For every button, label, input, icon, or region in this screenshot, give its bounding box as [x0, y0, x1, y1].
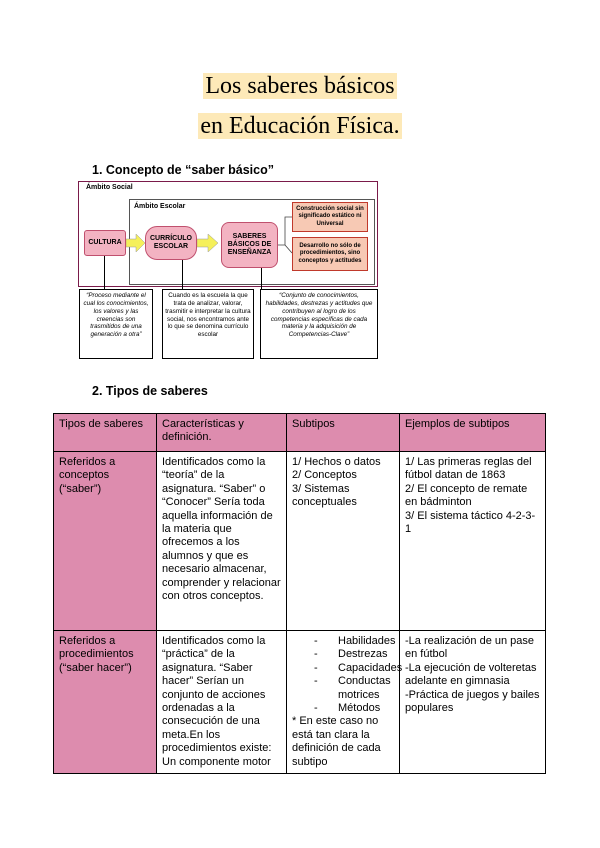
page-title-line1: Los saberes básicos — [205, 73, 395, 99]
note-curriculo — [162, 289, 254, 359]
curriculo-box: CURRÍCULO ESCOLAR — [145, 226, 197, 260]
ambito-social-label: Ámbito Social — [86, 184, 133, 191]
note-saberes: “Conjunto de conocimientos, habilidades, destrezas y actitudes que contribuyen al logro de los competencias específicas de cada materia y la adquisición de Competencias-Clave” — [260, 289, 378, 359]
cultura-box: CULTURA — [84, 230, 126, 256]
line-cultura — [104, 256, 105, 289]
saberes-connector — [278, 215, 293, 257]
row1-tipo: Referidos a conceptos (“saber”) — [54, 452, 157, 631]
row2-subtipos-note: * En este caso no está tan clara la definición de cada subtipo — [292, 715, 381, 768]
desarrollo-box: Desarrollo no sólo de procedimientos, sino conceptos y actitudes — [292, 237, 368, 271]
row1-caracteristicas: Identificados como la “teoría” de la asignatura. “Saber” o “Conocer” Sería toda aquella información de la materia que ofrecemos a los alumnos y que es necesario almacenar, comprender y relacionar con otros conceptos. — [157, 452, 287, 631]
line-saberes — [261, 268, 262, 289]
header-tipos: Tipos de saberes — [54, 414, 157, 452]
table-header-row — [54, 414, 546, 452]
row1-ejemplos: 1/ Las primeras reglas del fútbol datan de 1863 2/ El concepto de remate en bádminton 3/ El sistema táctico 4-2-3-1 — [400, 452, 546, 631]
header-ejemplos: Ejemplos de subtipos — [400, 414, 546, 452]
tipos-saberes-table — [53, 413, 546, 774]
line-curriculo — [182, 260, 183, 289]
saberes-box: SABERES BÁSICOS DE ENSEÑANZA — [221, 222, 278, 268]
row2-subtipos — [287, 631, 403, 774]
header-caracteristicas: Características y definición. — [157, 414, 287, 452]
arrow-curriculo-saberes — [197, 233, 219, 253]
list-item: - Habilidades — [304, 635, 394, 648]
list-item: - Capacidades — [304, 662, 394, 675]
row2-subtipos-list — [292, 635, 403, 715]
section-heading-2: 2. Tipos de saberes — [92, 384, 208, 398]
header-subtipos: Subtipos — [287, 414, 400, 452]
row2-tipo: Referidos a procedimientos (“saber hacer”) — [54, 631, 157, 774]
note-cultura: “Proceso mediante el cual los conocimientos, los valores y las creencias son trasmitidos de una generación a otra” — [79, 289, 153, 359]
row2-caracteristicas: Identificados como la “práctica” de la asignatura. “Saber hacer” Serían un conjunto de acciones ordenadas a la consecución de una meta.En los procedimientos existe: Un componente motor — [157, 631, 287, 774]
table-row — [54, 631, 546, 774]
page-title-line2: en Educación Física. — [200, 113, 400, 139]
list-item: - Conductas motrices — [304, 675, 394, 702]
row2-ejemplos: -La realización de un pase en fútbol -La ejecución de volteretas adelante en gimnasia -Práctica de juegos y bailes populares — [400, 631, 546, 774]
concept-diagram — [78, 181, 380, 362]
list-item: - Métodos — [304, 702, 394, 715]
row1-subtipos: 1/ Hechos o datos 2/ Conceptos 3/ Sistemas conceptuales — [287, 452, 400, 631]
ambito-escolar-label: Ámbito Escolar — [134, 203, 186, 210]
section-heading-1: 1. Concepto de “saber básico” — [92, 163, 274, 177]
note-curriculo-text: Cuando es la escuela la que trata de analizar, valorar, trasmitir e interpretar la cultura social, nos encontramos ante lo que se denomina currículo escolar — [165, 292, 251, 339]
table-row — [54, 452, 546, 631]
list-item: - Destrezas — [304, 648, 394, 661]
construccion-box: Construcción social sin significado estático ni Universal — [292, 202, 368, 232]
arrow-cultura-curriculo — [126, 233, 146, 253]
